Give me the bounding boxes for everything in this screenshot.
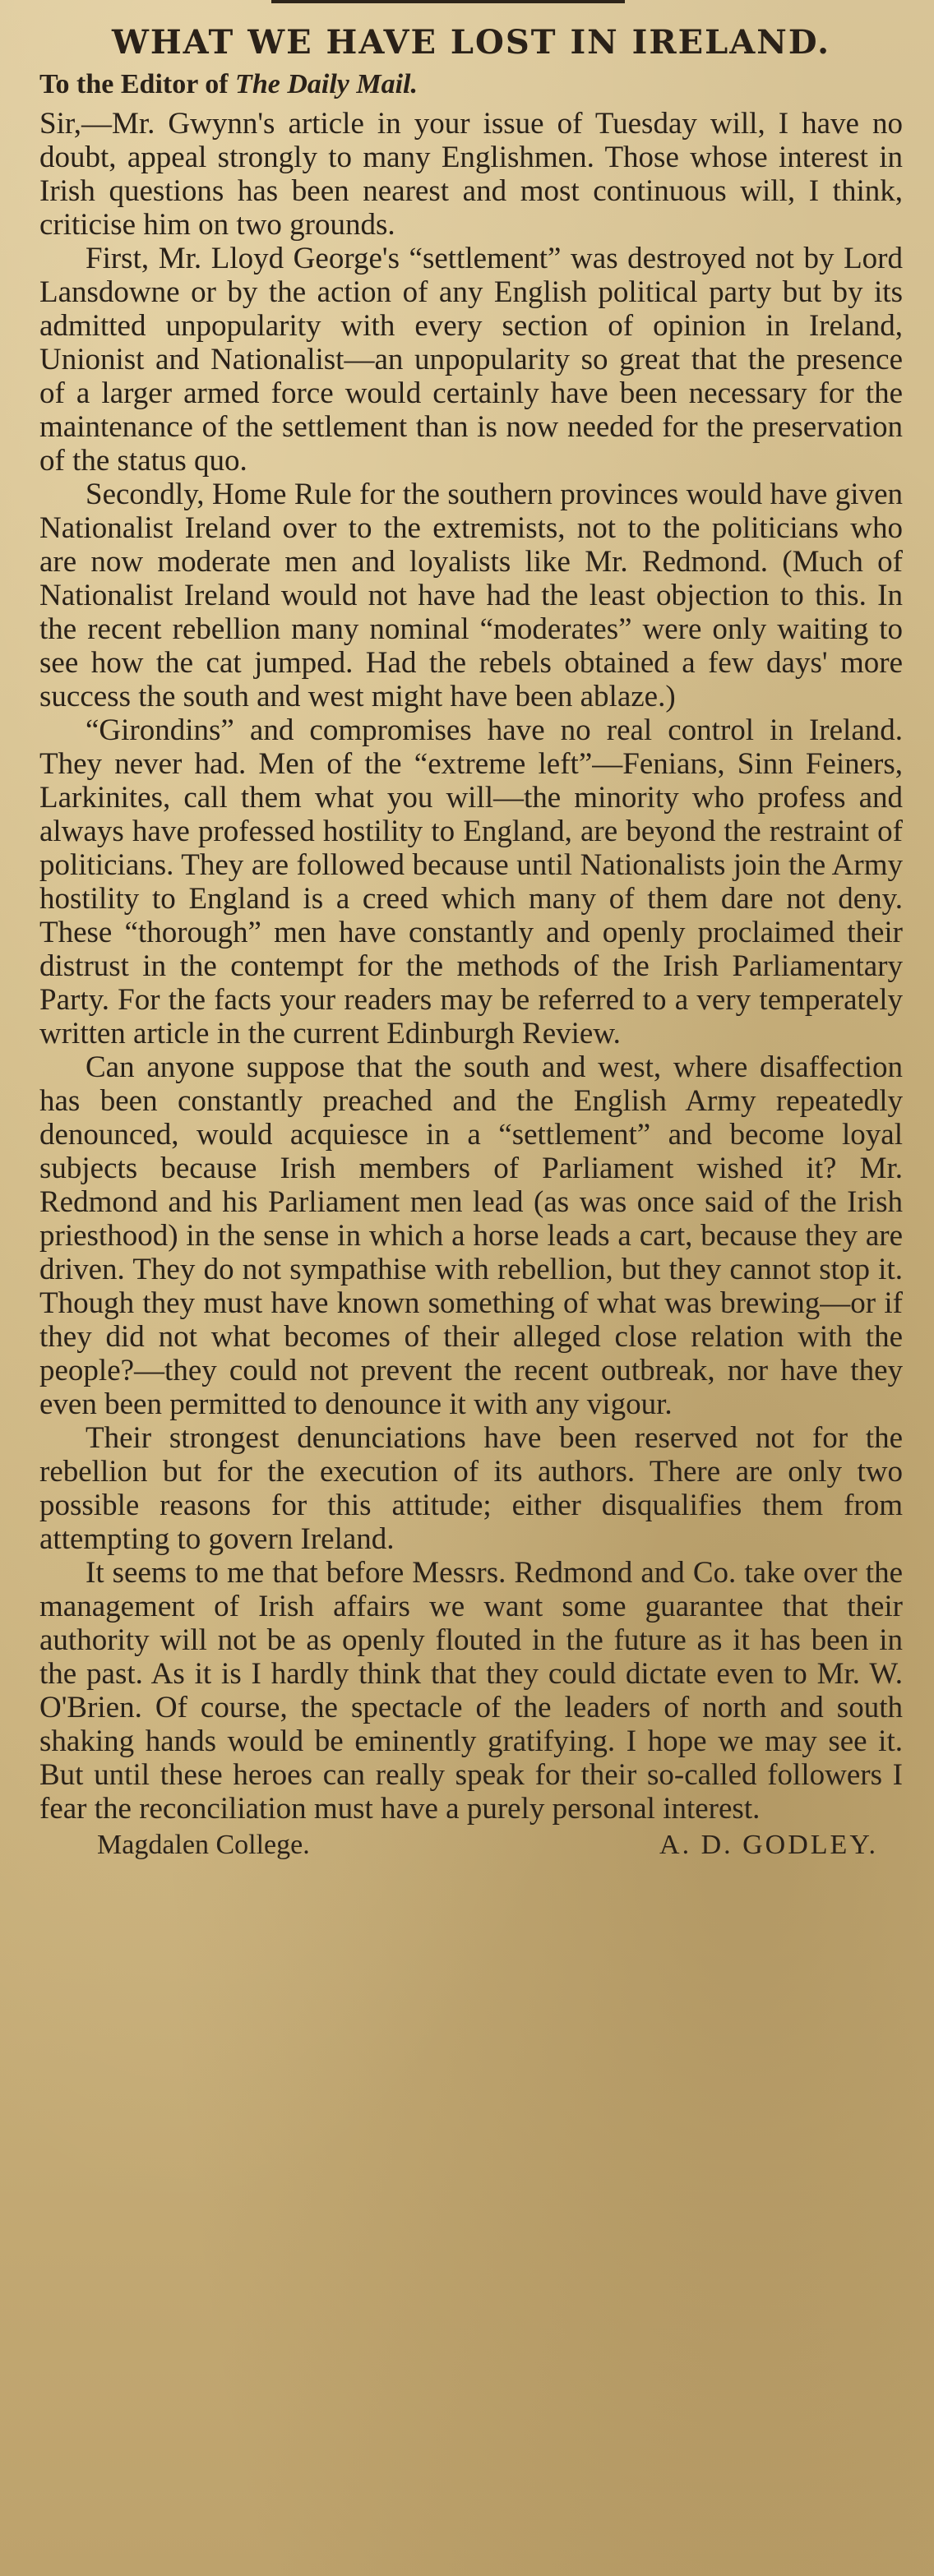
paragraph-6: Their strongest denunciations have been reserved not for the rebellion but for the execution of its authors. There are only two possible reasons for this attitude; either disqualifies them from attempting to govern Ireland. (39, 1421, 903, 1556)
signature-name: A. D. GODLEY. (659, 1830, 878, 1860)
paragraph-2: First, Mr. Lloyd George's “settlement” was destroyed not by Lord Lansdowne or by the action of any English political party but by its admitted unpopularity with every section of opinion in Ireland, Unionist and Nationalist—an unpopularity so great that the presence of a larger armed force would certainly have been necessary for the maintenance of the settlement than is now needed for the preservation of the status quo. (39, 242, 903, 478)
paragraph-3: Secondly, Home Rule for the southern provinces would have given Nationalist Ireland over to the extremists, not to the politicians who are now moderate men and loyalists like Mr. Redmond. (Much of Nationalist Ireland would not have had the least objection to this. In the recent rebellion many nominal “moderates” were only waiting to see how the cat jumped. Had the rebels obtained a few days' more success the south and west might have been ablaze.) (39, 478, 903, 713)
publication-name: The Daily Mail. (235, 69, 418, 99)
salutation (39, 66, 903, 104)
paragraph-1: Sir,—Mr. Gwynn's article in your issue of Tuesday will, I have no doubt, appeal strongly to many Englishmen. Those whose interest in Irish questions has been nearest and most continuous will, I think, criticise him on two grounds. (39, 107, 903, 242)
paragraph-7: It seems to me that before Messrs. Redmond and Co. take over the management of Irish affairs we want some guarantee that their authority will not be as openly flouted in the future as it has been in the past. As it is I hardly think that they could dictate even to Mr. W. O'Brien. Of course, the spectacle of the leaders of north and south shaking hands would be eminently gratifying. I hope we may see it. But until these heroes can really speak for their so-called followers I fear the reconciliation must have a purely personal interest. (39, 1556, 903, 1826)
top-rule (271, 0, 625, 3)
letter-article (39, 12, 903, 1863)
paragraph-4: “Girondins” and compromises have no real control in Ireland. They never had. Men of the “extreme left”—Fenians, Sinn Feiners, Larkinites, call them what you will—the minority who profess and always have professed hostility to England, are beyond the restraint of politicians. They are followed because until Nationalists join the Army hostility to England is a creed which many of them dare not deny. These “thorough” men have constantly and openly proclaimed their distrust in the contempt for the methods of the Irish Parliamentary Party. For the facts your readers may be referred to a very temperately written article in the current Edinburgh Review. (39, 713, 903, 1050)
salutation-prefix: To the Editor of (39, 69, 229, 99)
paragraph-5: Can anyone suppose that the south and west, where disaffection has been constantly preached and the English Army repeatedly denounced, would acquiesce in a “settlement” and become loyal subjects because Irish members of Parliament wished it? Mr. Redmond and his Parliament men lead (as was once said of the Irish priesthood) in the sense in which a horse leads a cart, because they are driven. They do not sympathise with rebellion, but they cannot stop it. Though they must have known something of what was brewing—or if they did not what becomes of their alleged close relation with the people?—they could not prevent the recent outbreak, nor have they even been permitted to denounce it with any vigour. (39, 1050, 903, 1421)
headline: WHAT WE HAVE LOST IN IRELAND. (111, 23, 831, 62)
signature-college: Magdalen College. (97, 1830, 310, 1860)
signature-line (39, 1827, 903, 1863)
